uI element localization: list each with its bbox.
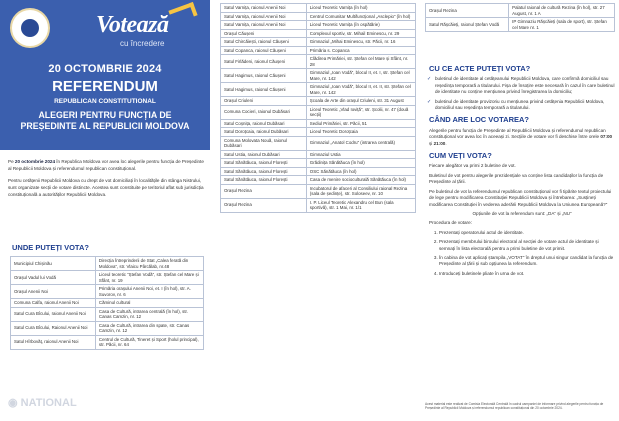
where-to-vote-heading: UNDE PUTEȚI VOTA? <box>12 243 89 252</box>
locality-cell: Satul Hagimus, raionul Căușeni <box>221 69 307 83</box>
referendum-subtitle: REPUBLICAN CONSTITUTIONAL <box>54 98 156 105</box>
procedure-step: 3. În cabina de vot aplicați ștampila „VOTAT” în dreptul unui singur candidat la funcția de Președinte al țării și sub opțiunea la referendum. <box>439 255 615 268</box>
locality-cell: Comuna Cocieri, raionul Dubăsari <box>221 105 307 119</box>
locality-cell: Satul Hîrbovăț, raionul Anenii Noi <box>11 335 96 349</box>
polling-station-cell: IP Gimnaziu Rășcăieți (sala de sport), str. Ștefan cel Mare nr. 1 <box>509 18 615 32</box>
table-row <box>11 299 204 308</box>
table-row <box>221 12 416 21</box>
info-column <box>425 60 615 280</box>
locality-cell: Satul Firlădeni, raionul Căușeni <box>221 55 307 69</box>
polling-station-cell: Sediul Primăriei, str. Păcii, 51 <box>306 119 415 128</box>
locality-cell: Orașul Vadul lui Vodă <box>11 271 96 285</box>
polling-station-cell: Gimnaziul „Anatol Codru” (intrarea centrală) <box>306 136 415 150</box>
polling-station-cell: Gimnaziul „Ioan Vodă”, blocul II, et. I, str. Ștefan cel Mare, nr. 142 <box>306 69 415 83</box>
table-row <box>221 167 416 176</box>
polling-station-cell: Clădirea Primăriei, str. Ștefan cel Mare și Sfânt, nr. 28 <box>306 55 415 69</box>
how-paragraph-1: Fiecare alegător va primi 2 buletine de vot. <box>429 163 516 169</box>
table-row <box>221 184 416 198</box>
table-row <box>426 18 615 32</box>
polling-table-1 <box>10 256 204 350</box>
locality-cell: Satul Coșnița, raionul Dubăsari <box>221 119 307 128</box>
table-row <box>221 69 416 83</box>
hero-banner <box>0 0 210 150</box>
cec-seal-icon <box>10 8 50 48</box>
polling-station-cell: Liceul Teoretic Doroțcaia <box>306 128 415 137</box>
polling-station-cell: Gimnaziul Ustia <box>306 150 415 159</box>
polling-station-cell: Casa de menire socioculturală Sănătăuca (în hol) <box>306 176 415 185</box>
polling-station-cell: Primăria orașului Anenii Noi, et. I (în hol), str. A. Suvorov, nr. 6 <box>95 285 203 299</box>
table-row <box>11 257 204 271</box>
locality-cell: Satul Sănătăuca, raionul Florești <box>221 176 307 185</box>
polling-station-cell: Căminul cultural <box>95 299 203 308</box>
table-row <box>221 136 416 150</box>
table-row <box>221 159 416 168</box>
procedure-steps <box>425 230 615 277</box>
locality-cell: Satul Varnița, raionul Anenii Noi <box>221 21 307 30</box>
locality-cell: Satul Doroțcaia, raionul Dubăsari <box>221 128 307 137</box>
election-title-line1: ALEGERI PENTRU FUNCȚIA DE <box>38 110 172 120</box>
table-row <box>11 321 204 335</box>
table-row <box>221 55 416 69</box>
election-date: 20 OCTOMBRIE 2024 <box>48 63 162 75</box>
locality-cell: Orașul Căușeni <box>221 29 307 38</box>
locality-cell: Satul Copanca, raionul Căușeni <box>221 46 307 55</box>
table-row <box>221 21 416 30</box>
polling-station-cell: Grădinița Sănătăuca (în hol) <box>306 159 415 168</box>
polling-station-cell: Palatul raional de cultură Rezina (în hol), str. 27 August, nr. 1 A <box>509 4 615 18</box>
table-row <box>11 285 204 299</box>
polling-station-cell: Incubatorul de afaceri al Consiliului raional Rezina (sala de ședințe), str. Soloseev, nr. 10 <box>306 184 415 198</box>
polling-station-cell: Liceul Teoretic Varnița (în hol) <box>306 4 415 13</box>
polling-station-cell: Gimnaziul „Ioan Vodă”, blocul II, et. II, str. Ștefan cel Mare, nr. 142 <box>306 83 415 97</box>
locality-cell: Satul Cura Bîcului, raionul Anenii Noi <box>11 307 96 321</box>
locality-cell: Comuna Molovata Nouă, raionul Dubăsari <box>221 136 307 150</box>
footer-note: Acest material este realizat de Comisia Electorală Centrală în cadrul campaniei de informare privind alegerile pentru funcția de Președinte al Republicii Moldova și referendumul republican constituțional din 20 octombrie 2024. <box>425 402 604 410</box>
polling-station-cell: Centrul Comunitar Multifuncțional „Asclepio” (în hol) <box>306 12 415 21</box>
table-row <box>221 198 416 212</box>
polling-station-cell: Casa de Cultură, intrarea din spate, str. Canas Camzin, nr. 12 <box>95 321 203 335</box>
table-row <box>221 128 416 137</box>
polling-station-cell: OSC Sănătăuca (în hol) <box>306 167 415 176</box>
table-row <box>11 335 204 349</box>
locality-cell: Satul Cura Bîcului, Raionul Anenii Noi <box>11 321 96 335</box>
how-paragraph-2: Buletinul de vot pentru alegerile prezidențiale va conține lista candidaților la funcția de Președinte al țării. <box>429 172 604 185</box>
procedure-step: 1. Prezentați operatorului actul de identitate. <box>439 230 615 236</box>
locality-cell: Satul Ustia, raionul Dubăsari <box>221 150 307 159</box>
polling-station-cell: Centrul de Cultură, Tineret și Sport (holul principal), str. Păcii, nr. 64 <box>95 335 203 349</box>
polling-table-3 <box>425 3 615 32</box>
locality-cell: Satul Hagimus, raionul Căușeni <box>221 83 307 97</box>
documents-item: ✓ buletinul de identitate al cetățeanului Republicii Moldova, care confirmă domiciliul sau reședința temporară a titularului. Fișa de însoțire este necesară în cazul în care buletinul de identitate nu conține mențiunea privind înregistrarea la domiciliu; <box>435 76 615 95</box>
table-row <box>426 4 615 18</box>
when-text: Alegerile pentru funcția de Președinte al Republicii Moldova și referendumul republican constituțional vor avea loc în aceeași zi. Secțiile de votare vor fi deschise între orele 07:00 și 21:00. <box>429 127 613 146</box>
table-row <box>221 176 416 185</box>
checkmark-icon <box>168 2 197 24</box>
table-row <box>11 307 204 321</box>
election-title <box>0 110 210 132</box>
campaign-slogan: cu încredere <box>120 39 165 48</box>
procedure-step: 2. Prezentați membrului biroului electoral al secției de votare actul de identitate și semnați în lista electorală pentru a primi buletine de vot primit. <box>439 239 615 252</box>
referendum-title: REFERENDUM <box>52 78 158 95</box>
intro-text <box>8 158 204 203</box>
procedure-label: Procedura de votare: <box>429 220 472 226</box>
polling-station-cell: Primăria s. Copanca <box>306 46 415 55</box>
how-paragraph-4: Opțiunile de vot la referendum sunt: „DA” și „NU” <box>472 210 572 216</box>
locality-cell: Satul Varnița, raionul Anenii Noi <box>221 12 307 21</box>
polling-station-cell: Direcția Întreprinderii de Stat „Calea ferată din Moldova”, str. Vlaicu Pârcălab, nr.48 <box>95 257 203 271</box>
table-row <box>221 46 416 55</box>
polling-station-cell: Complexul sportiv, str. Mihail Eminescu, nr. 29 <box>306 29 415 38</box>
how-heading: CUM VEȚI VOTA? <box>429 151 492 161</box>
locality-cell: Satul Rășcăieți, raionul Ștefan Vodă <box>426 18 509 32</box>
election-title-line2: PREȘEDINTE AL REPUBLICII MOLDOVA <box>20 121 190 131</box>
locality-cell: Satul Chircăiești, raionul Căușeni <box>221 38 307 47</box>
documents-heading: CU CE ACTE PUTEȚI VOTA? <box>429 64 531 73</box>
documents-item: ✓ buletinul de identitate provizoriu cu mențiunea privind cetățenia Republicii Moldova, domiciliul sau reședința temporară a titularului. <box>435 99 615 112</box>
locality-cell: Orașul Rezina <box>426 4 509 18</box>
table-row <box>11 271 204 285</box>
intro-paragraph-1: Pe 20 octombrie 2024 în Republica Moldova vor avea loc alegerile pentru funcția de Președinte al Republicii Moldova și referendumul republican constituțional. <box>8 159 204 171</box>
documents-list <box>425 76 615 111</box>
table-row <box>221 83 416 97</box>
table-row <box>221 29 416 38</box>
campaign-logo: Votează <box>96 12 169 38</box>
locality-cell: Municipiul Chișinău <box>11 257 96 271</box>
table-row <box>221 4 416 13</box>
intro-paragraph-2: Pentru cetățenii Republicii Moldova cu drept de vot domiciliați în localitățile din stânga Nistrului, sunt organizate secții de votare distincte. Acestea sunt constituite pe teritoriul aflat sub jurisdicția constituțională a autorităților Republicii Moldova. <box>8 178 204 197</box>
polling-station-cell: Liceul Teoretic „Vlad Ioviță”, str. Școlii, nr. 47 (două secții) <box>306 105 415 119</box>
when-heading: CÂND ARE LOC VOTAREA? <box>429 115 529 125</box>
polling-station-cell: Liceul teoretic “Ștefan Vodă”, str. Ștefan cel Mare și Sfânt, nr. 19 <box>95 271 203 285</box>
polling-station-cell: Casa de Cultură, intrarea centrală (în hol), str. Canas Camzin, nr. 12 <box>95 307 203 321</box>
locality-cell: Orașul Criuleni <box>221 97 307 106</box>
procedure-step: 4. Introduceți buletinele pliate în urna de vot. <box>439 271 615 277</box>
polling-station-cell: Liceul Teoretic Varnița (în ospătărie) <box>306 21 415 30</box>
locality-cell: Satul Varnița, raionul Anenii Noi <box>221 4 307 13</box>
locality-cell: Comuna Calfa, raionul Anenii Noi <box>11 299 96 308</box>
locality-cell: Satul Sănătăuca, raionul Florești <box>221 159 307 168</box>
table-row <box>221 150 416 159</box>
locality-cell: Orașul Anenii Noi <box>11 285 96 299</box>
locality-cell: Orașul Rezina <box>221 184 307 198</box>
polling-table-2 <box>220 3 416 213</box>
locality-cell: Satul Sănătăuca, raionul Florești <box>221 167 307 176</box>
polling-station-cell: I. P. Liceul Teoretic Alexandru cel Bun (sala sportivă), str. 1 Mai, nr. 1/1 <box>306 198 415 212</box>
watermark-logo: ◉ NATIONAL <box>8 397 77 409</box>
table-row <box>221 38 416 47</box>
locality-cell: Orașul Rezina <box>221 198 307 212</box>
table-row <box>221 105 416 119</box>
how-paragraph-3: Pe buletinul de vot la referendumul republican constituțional vor fi tipărite textul proiectului de lege pentru modificarea Constituției Republicii Moldova și întrebarea: „Susțineți modificarea Constituției în vederea aderării Republicii Moldova la Uniunea Europeană?” <box>429 188 612 207</box>
polling-station-cell: Școala de Arte din orașul Criuleni, str. 31 August <box>306 97 415 106</box>
table-row <box>221 97 416 106</box>
polling-station-cell: Gimnaziul „Mihai Eminescu, str. Păcii, nr. 16 <box>306 38 415 47</box>
table-row <box>221 119 416 128</box>
